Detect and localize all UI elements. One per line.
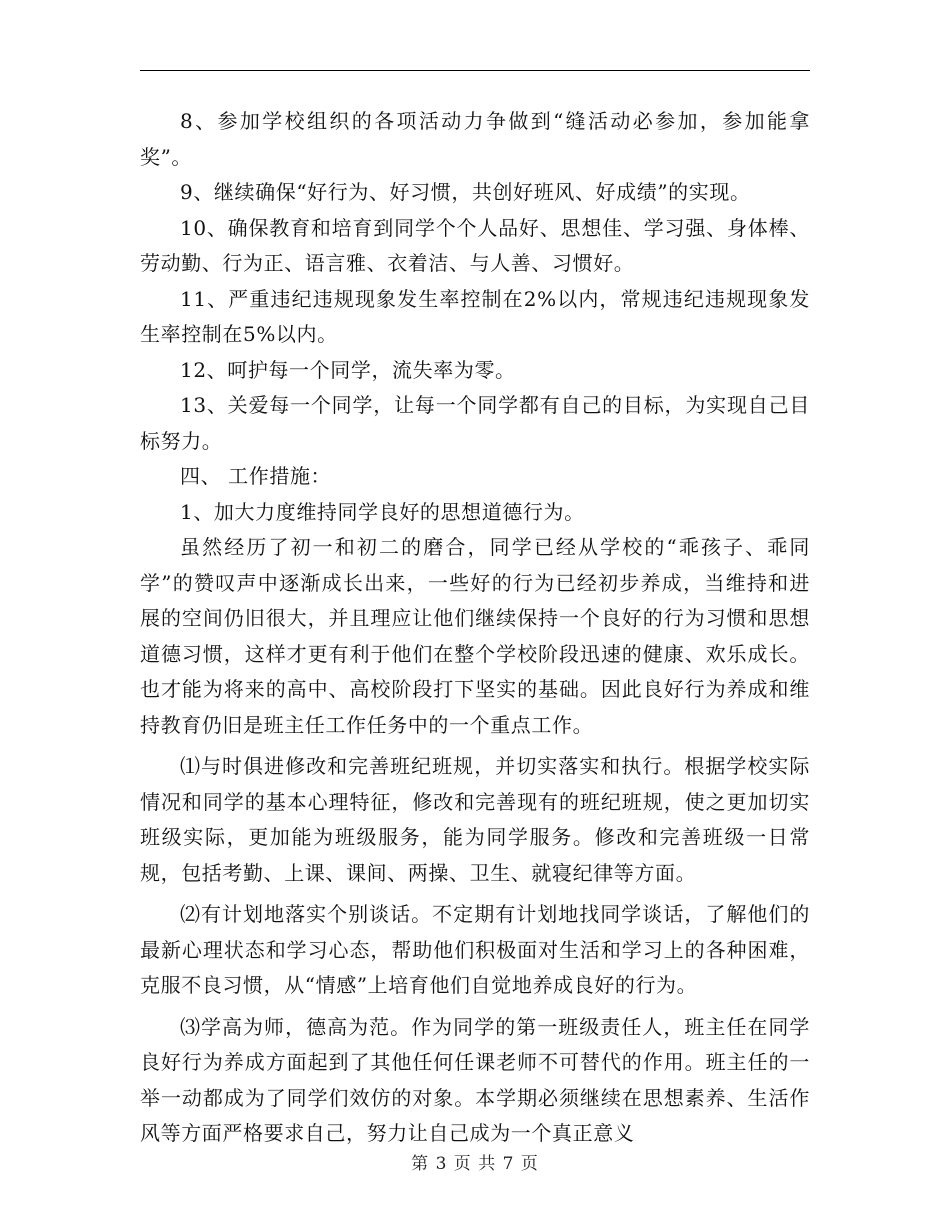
paragraph-goal-13: 13、关爱每一个同学，让每一个同学都有自己的目标，为实现自己目标努力。: [140, 393, 810, 453]
paragraph-goal-8: 8、参加学校组织的各项活动力争做到“缝活动必参加，参加能拿奖”。: [140, 109, 810, 169]
paragraph-item-3: ⑶学高为师，德高为范。作为同学的第一班级责任人，班主任在同学良好行为养成方面起到了其他任何任课老师不可替代的作用。班主任的一举一动都成为了同学们效仿的对象。本学期必须继续在思想素养、生活作风等方面严格要求自己，努力让自己成为一个真正意义: [140, 1014, 810, 1145]
paragraph-measure-intro: 虽然经历了初一和初二的磨合，同学已经从学校的“乖孩子、乖同学”的赞叹声中逐渐成长出来，一些好的行为已经初步养成，当维持和进展的空间仍旧很大，并且理应让他们继续保持一个良好的行为习惯和思想道德习惯，这样才更有利于他们在整个学校阶段迅速的健康、欢乐成长。也才能为将来的高中、高校阶段打下坚实的基础。因此良好行为养成和维持教育仍旧是班主任工作任务中的一个重点工作。: [140, 535, 810, 737]
paragraph-goal-12: 12、呵护每一个同学，流失率为零。: [180, 357, 516, 382]
paragraph-goal-9: 9、继续确保“好行为、好习惯，共创好班风、好成绩”的实现。: [180, 180, 751, 204]
paragraph-goal-11: 11、严重违纪违规现象发生率控制在2%以内，常规违纪违规现象发生率控制在5%以内。: [140, 286, 810, 346]
paragraph-item-2: ⑵有计划地落实个别谈话。不定期有计划地找同学谈话，了解他们的最新心理状态和学习心态，帮助他们积极面对生活和学习上的各种困难，克服不良习惯，从“情感”上培育他们自觉地养成良好的行为。: [140, 902, 810, 997]
document-body: [140, 104, 810, 1152]
section-heading-measures: 四、 工作措施：: [180, 464, 332, 488]
subheading-measure-1: 1、加大力度维持同学良好的思想道德行为。: [180, 499, 585, 524]
paragraph-goal-10: 10、确保教育和培育到同学个个人品好、思想佳、学习强、身体棒、劳动勤、行为正、语言雅、衣着洁、与人善、习惯好。: [140, 215, 810, 275]
page-number: 第 3 页 共 7 页: [411, 1154, 539, 1174]
paragraph-item-1: ⑴与时俱进修改和完善班纪班规，并切实落实和执行。根据学校实际情况和同学的基本心理特征，修改和完善现有的班纪班规，使之更加切实班级实际，更加能为班级服务，能为同学服务。修改和完善班级一日常规，包括考勤、上课、课间、两操、卫生、就寝纪律等方面。: [140, 754, 810, 885]
header-rule: [140, 70, 810, 71]
